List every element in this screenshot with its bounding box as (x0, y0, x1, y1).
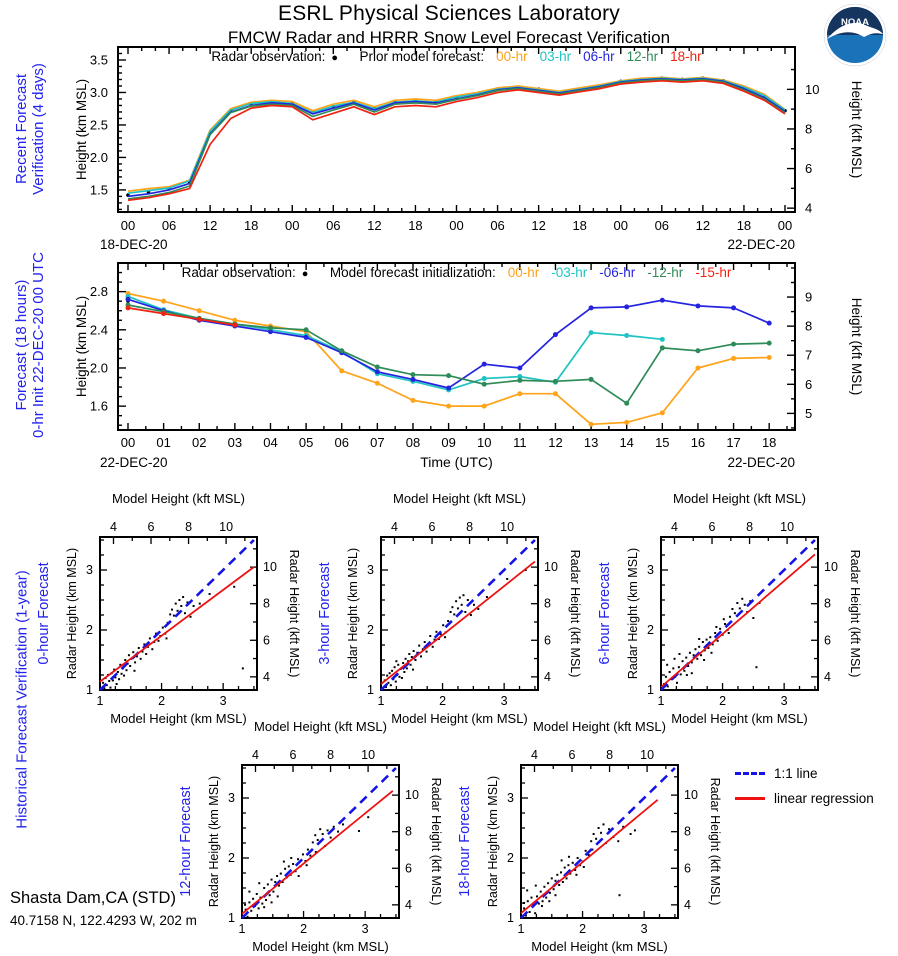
scatter-6hr (583, 491, 863, 739)
svg-text:1.6: 1.6 (89, 398, 108, 414)
svg-text:5: 5 (805, 405, 813, 421)
svg-text:8: 8 (263, 596, 270, 611)
one-to-one-line-sample (735, 772, 765, 775)
svg-text:18: 18 (572, 218, 587, 233)
legend-item: ● (331, 52, 339, 64)
svg-text:3.0: 3.0 (89, 84, 108, 100)
forecast-18hr-chart (0, 258, 898, 474)
forecast-section-label-line2: 0-hr Init 22-DEC-20 00 UTC (30, 252, 47, 438)
forecast-chart-legend (118, 265, 795, 280)
svg-text:00: 00 (285, 218, 300, 233)
svg-text:00: 00 (120, 435, 136, 450)
svg-text:04: 04 (263, 435, 278, 450)
svg-text:Model Height (kft MSL): Model Height (kft MSL) (673, 491, 806, 506)
scatter-0hr (22, 491, 302, 739)
svg-text:6-hour Forecast: 6-hour Forecast (597, 562, 613, 665)
svg-text:06: 06 (654, 218, 670, 233)
svg-text:12: 12 (548, 435, 563, 450)
svg-text:Model Height (km MSL): Model Height (km MSL) (671, 711, 808, 726)
svg-text:22-DEC-20: 22-DEC-20 (727, 237, 795, 252)
svg-text:Model Height (kft MSL): Model Height (kft MSL) (533, 719, 666, 734)
svg-text:10: 10 (544, 560, 558, 575)
svg-text:2: 2 (158, 694, 166, 708)
legend-item: 03-hr (539, 49, 572, 64)
svg-text:12: 12 (367, 218, 382, 233)
svg-text:00: 00 (777, 218, 793, 233)
svg-text:18: 18 (736, 218, 752, 233)
svg-text:4: 4 (263, 669, 270, 684)
svg-text:4: 4 (824, 669, 831, 684)
svg-text:1: 1 (96, 694, 104, 708)
svg-text:0-hour Forecast: 0-hour Forecast (36, 562, 52, 665)
svg-text:8: 8 (805, 121, 813, 137)
svg-text:1: 1 (507, 911, 514, 925)
svg-text:4: 4 (544, 669, 551, 684)
svg-text:02: 02 (192, 435, 207, 450)
svg-text:Model Height (kft MSL): Model Height (kft MSL) (254, 719, 387, 734)
legend-item: 12-hr (626, 49, 659, 64)
svg-text:2: 2 (647, 623, 654, 637)
svg-text:6: 6 (805, 161, 813, 177)
svg-text:1: 1 (517, 922, 525, 936)
svg-text:2: 2 (367, 623, 374, 637)
svg-text:Model Height (kft MSL): Model Height (kft MSL) (393, 491, 526, 506)
svg-text:Time (UTC): Time (UTC) (420, 454, 493, 470)
svg-text:3.5: 3.5 (89, 52, 108, 68)
svg-text:3-hour Forecast: 3-hour Forecast (317, 562, 333, 665)
svg-text:06: 06 (161, 218, 177, 233)
svg-text:6: 6 (824, 633, 831, 648)
legend-item: Radar observation: (211, 49, 326, 64)
svg-text:1: 1 (86, 683, 93, 697)
station-coords: 40.7158 N, 122.4293 W, 202 m (10, 913, 197, 928)
svg-text:2: 2 (228, 851, 235, 865)
svg-text:06: 06 (326, 218, 341, 233)
svg-text:1: 1 (228, 911, 235, 925)
svg-text:4: 4 (531, 748, 538, 762)
svg-text:8: 8 (185, 520, 193, 534)
legend-item: Prior model forecast: (346, 49, 485, 64)
svg-text:10: 10 (805, 81, 820, 97)
svg-text:4: 4 (252, 748, 259, 762)
svg-text:06: 06 (334, 435, 349, 450)
svg-text:Height (kft MSL): Height (kft MSL) (849, 80, 864, 179)
svg-text:6: 6 (405, 861, 412, 876)
scatter-18hr (443, 719, 723, 956)
svg-text:6: 6 (708, 520, 716, 534)
svg-text:6: 6 (544, 633, 551, 648)
page-title: ESRL Physical Sciences Laboratory (278, 2, 620, 25)
svg-text:1: 1 (657, 694, 665, 708)
svg-text:NOAA: NOAA (841, 17, 869, 28)
svg-text:Model Height (km MSL): Model Height (km MSL) (110, 711, 247, 726)
svg-text:8: 8 (805, 318, 813, 334)
svg-text:3: 3 (500, 694, 508, 708)
svg-text:10: 10 (405, 788, 419, 803)
svg-text:Height (kft MSL): Height (kft MSL) (849, 297, 864, 396)
svg-text:Radar Height (kft MSL): Radar Height (kft MSL) (568, 549, 582, 678)
legend-item: ● (301, 268, 309, 280)
svg-text:Model Height (km MSL): Model Height (km MSL) (252, 939, 389, 954)
svg-text:3: 3 (640, 922, 648, 936)
legend-item: Model forecast initialization: (316, 265, 496, 280)
svg-text:12: 12 (531, 218, 546, 233)
svg-text:10: 10 (824, 560, 838, 575)
page-subtitle: FMCW Radar and HRRR Snow Level Forecast Verification (227, 28, 671, 47)
svg-text:Radar Height (kft MSL): Radar Height (kft MSL) (287, 549, 301, 678)
svg-text:18-hour Forecast: 18-hour Forecast (457, 786, 473, 897)
legend-item: 00-hr (507, 265, 540, 280)
recent-section-label-line1: Recent Forecast (13, 73, 30, 185)
svg-text:1: 1 (367, 683, 374, 697)
svg-text:4: 4 (671, 520, 678, 534)
legend-item: -03-hr (551, 265, 588, 280)
svg-text:Radar Height (kft MSL): Radar Height (kft MSL) (708, 777, 722, 906)
scatter-12hr (164, 719, 444, 956)
svg-text:2: 2 (507, 851, 514, 865)
legend-item: -12-hr (647, 265, 684, 280)
svg-text:6: 6 (684, 861, 691, 876)
svg-text:13: 13 (583, 435, 599, 450)
legend-item: -06-hr (599, 265, 636, 280)
svg-text:2: 2 (719, 694, 727, 708)
svg-text:1: 1 (238, 922, 246, 936)
svg-text:1: 1 (377, 694, 385, 708)
svg-text:6: 6 (289, 748, 297, 762)
svg-text:10: 10 (476, 435, 492, 450)
historical-section-label-text: Historical Forecast Verification (1-year) (13, 570, 31, 829)
recent-verification-chart (0, 40, 898, 258)
svg-text:Height (km MSL): Height (km MSL) (74, 78, 89, 181)
svg-text:14: 14 (619, 435, 634, 450)
legend-item: Radar observation: (181, 265, 296, 280)
svg-text:11: 11 (513, 435, 527, 450)
svg-text:8: 8 (824, 596, 831, 611)
legend-item: 00-hr (496, 49, 528, 64)
svg-text:Radar Height (km MSL): Radar Height (km MSL) (346, 547, 360, 680)
svg-text:07: 07 (370, 435, 385, 450)
svg-text:Model Height (km MSL): Model Height (km MSL) (391, 711, 528, 726)
station-name: Shasta Dam,CA (STD) (10, 889, 176, 907)
svg-text:3: 3 (86, 563, 93, 577)
svg-text:12-hour Forecast: 12-hour Forecast (178, 786, 194, 897)
svg-text:2.8: 2.8 (89, 284, 108, 300)
svg-text:4: 4 (684, 897, 691, 912)
svg-text:03: 03 (227, 435, 243, 450)
svg-text:Model Height (km MSL): Model Height (km MSL) (531, 939, 668, 954)
svg-text:10: 10 (684, 788, 698, 803)
svg-text:3: 3 (647, 563, 654, 577)
svg-text:01: 01 (156, 435, 171, 450)
legend-one-to-one (735, 766, 874, 781)
svg-text:7: 7 (805, 347, 813, 363)
svg-text:1.5: 1.5 (89, 182, 108, 198)
svg-text:8: 8 (544, 596, 551, 611)
svg-text:17: 17 (726, 435, 741, 450)
svg-text:22-DEC-20: 22-DEC-20 (727, 455, 795, 470)
svg-text:10: 10 (640, 748, 655, 762)
svg-text:18-DEC-20: 18-DEC-20 (100, 237, 168, 252)
regression-line-sample (735, 797, 765, 800)
svg-text:00: 00 (120, 218, 136, 233)
svg-text:18: 18 (408, 218, 423, 233)
svg-text:Radar Height (km MSL): Radar Height (km MSL) (207, 775, 221, 908)
svg-text:15: 15 (655, 435, 670, 450)
legend-regression (735, 791, 874, 806)
svg-text:2: 2 (579, 922, 587, 936)
svg-text:8: 8 (606, 748, 614, 762)
scatter-legend-box (735, 766, 874, 816)
svg-text:6: 6 (147, 520, 155, 534)
svg-text:10: 10 (500, 520, 515, 534)
svg-text:16: 16 (690, 435, 706, 450)
svg-text:8: 8 (746, 520, 754, 534)
svg-text:6: 6 (263, 633, 270, 648)
svg-text:18: 18 (243, 218, 259, 233)
svg-text:Height (km MSL): Height (km MSL) (74, 295, 89, 398)
svg-text:9: 9 (805, 289, 813, 305)
svg-text:00: 00 (613, 218, 628, 233)
svg-text:09: 09 (441, 435, 456, 450)
svg-text:3: 3 (780, 694, 788, 708)
svg-text:10: 10 (361, 748, 376, 762)
svg-text:00: 00 (449, 218, 464, 233)
svg-text:2.5: 2.5 (89, 117, 108, 133)
legend-item: -15-hr (695, 265, 732, 280)
svg-text:8: 8 (405, 824, 412, 839)
svg-text:12: 12 (695, 218, 711, 233)
svg-text:Radar Height (km MSL): Radar Height (km MSL) (65, 547, 79, 680)
svg-text:10: 10 (263, 560, 277, 575)
svg-text:6: 6 (805, 376, 813, 392)
one-to-one-label: 1:1 line (774, 766, 818, 781)
svg-text:8: 8 (684, 824, 691, 839)
svg-text:4: 4 (405, 897, 412, 912)
svg-text:Radar Height (km MSL): Radar Height (km MSL) (486, 775, 500, 908)
svg-text:3: 3 (361, 922, 369, 936)
svg-text:8: 8 (466, 520, 474, 534)
regression-label: linear regression (774, 791, 874, 806)
legend-item: 18-hr (670, 49, 702, 64)
svg-text:2: 2 (439, 694, 447, 708)
svg-text:6: 6 (568, 748, 576, 762)
svg-text:2.0: 2.0 (89, 149, 108, 165)
svg-text:8: 8 (327, 748, 335, 762)
svg-text:2.4: 2.4 (89, 322, 108, 338)
forecast-section-label-line1: Forecast (18 hours) (13, 279, 30, 411)
recent-section-label-line2: Verification (4 days) (30, 63, 47, 195)
svg-text:2: 2 (300, 922, 308, 936)
svg-text:3: 3 (219, 694, 227, 708)
svg-text:08: 08 (405, 435, 421, 450)
svg-text:Model Height (kft MSL): Model Height (kft MSL) (112, 491, 245, 506)
svg-text:1: 1 (647, 683, 654, 697)
svg-text:10: 10 (780, 520, 795, 534)
svg-text:4: 4 (110, 520, 117, 534)
svg-text:6: 6 (428, 520, 436, 534)
svg-text:05: 05 (298, 435, 314, 450)
svg-text:4: 4 (391, 520, 398, 534)
svg-text:2: 2 (86, 623, 93, 637)
svg-text:2.0: 2.0 (89, 360, 108, 376)
recent-chart-legend (118, 49, 795, 64)
svg-text:3: 3 (367, 563, 374, 577)
svg-text:10: 10 (219, 520, 234, 534)
svg-text:12: 12 (202, 218, 218, 233)
svg-text:Radar Height (kft MSL): Radar Height (kft MSL) (848, 549, 862, 678)
scatter-3hr (303, 491, 583, 739)
svg-text:22-DEC-20: 22-DEC-20 (100, 455, 168, 470)
legend-item: 06-hr (583, 49, 615, 64)
svg-text:3: 3 (228, 791, 235, 805)
svg-text:4: 4 (805, 200, 813, 216)
svg-text:Radar Height (kft MSL): Radar Height (kft MSL) (429, 777, 443, 906)
svg-text:3: 3 (507, 791, 514, 805)
svg-text:06: 06 (490, 218, 505, 233)
svg-text:18: 18 (761, 435, 777, 450)
svg-text:Radar Height (km MSL): Radar Height (km MSL) (626, 547, 640, 680)
